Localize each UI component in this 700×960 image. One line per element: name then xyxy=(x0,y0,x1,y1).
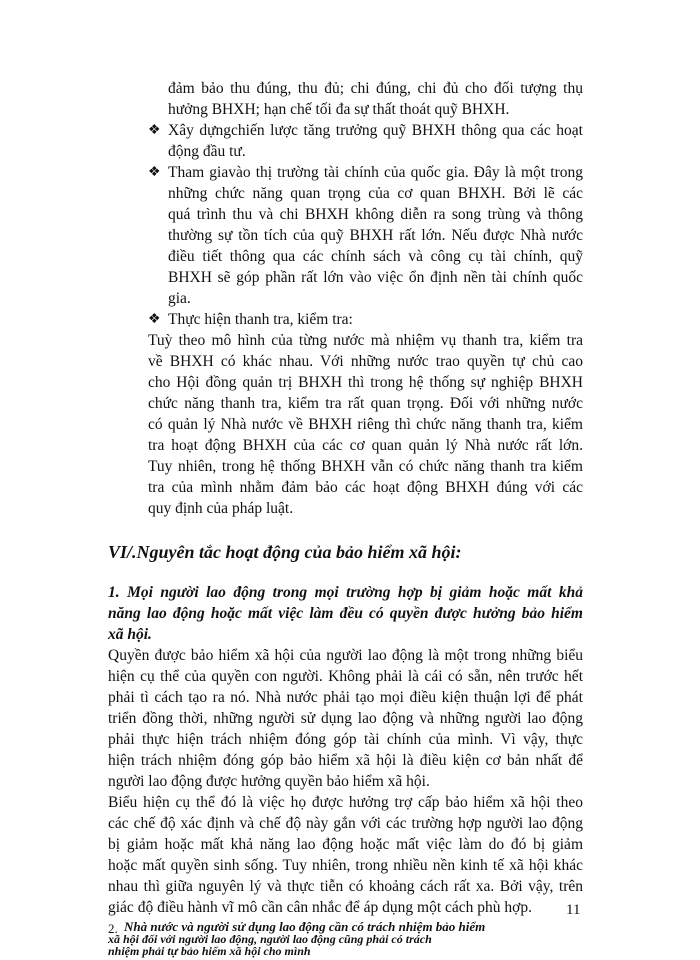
principle-1-para2-line: các chế độ xác định và chế độ này gắn với các trường hợp người lao động xyxy=(108,815,583,832)
inspection-line: quy định của pháp luật. xyxy=(148,500,294,517)
bullet-2-line: gia. xyxy=(168,290,191,307)
bullet-1-line: động đầu tư. xyxy=(168,143,246,160)
principle-1-para1-line: phải thực hiện trách nhiệm đóng góp tài chính của mình. Vì vậy, thực xyxy=(108,731,583,748)
principle-1-para2-line: hoặc mất quyền sinh sống. Tuy nhiên, trong nhiều nền kinh tế xã hội khác xyxy=(108,857,583,874)
bullet-2-line: những chức năng quan trọng của cơ quan BHXH. Bởi lẽ các xyxy=(168,185,583,202)
bullet-diamond-icon: ❖ xyxy=(148,123,161,138)
bullet-2-line: BHXH sẽ góp phần rất lớn vào việc ổn định nền tài chính quốc xyxy=(168,269,583,286)
bullet-diamond-icon: ❖ xyxy=(148,312,161,327)
principle-1-para2-line: giác độ điều hành vĩ mô cần cân nhắc để áp dụng một cách phù hợp. xyxy=(108,899,532,916)
inspection-line: có quản lý Nhà nước về BHXH riêng thì chức năng thanh tra, kiểm xyxy=(148,416,583,433)
inspection-line: cho Hội đồng quản trị BHXH thì trong hệ thống sự nghiệp BHXH xyxy=(148,374,583,391)
bullet-2-line: điều tiết thông qua các chính sách và công cụ tài chính, quỹ xyxy=(168,248,583,265)
inspection-line: tra hoạt động BHXH của các cơ quan quản lý Nhà nước rất lớn. xyxy=(148,437,583,454)
section-heading: VI/.Nguyên tắc hoạt động của bảo hiểm xã hội: xyxy=(108,542,462,562)
principle-1-heading-line: 1. Mọi người lao động trong mọi trường hợp bị giảm hoặc mất khả xyxy=(108,584,583,601)
inspection-line: Tuỳ theo mô hình của từng nước mà nhiệm vụ thanh tra, kiểm tra xyxy=(148,332,583,349)
intro-line: đảm bảo thu đúng, thu đủ; chi đúng, chi đủ cho đối tượng thụ xyxy=(168,80,583,97)
bullet-2-line: thường sự tồn tích của quỹ BHXH rất lớn. Nếu được Nhà nước xyxy=(168,227,583,244)
inspection-line: Tuy nhiên, trong hệ thống BHXH vẫn có chức năng thanh tra kiểm xyxy=(148,458,583,475)
principle-2-heading-line: nhiệm phải tự bảo hiểm xã hội cho mình xyxy=(108,944,311,958)
inspection-line: chức năng thanh tra, kiểm tra rất quan trọng. Đối với những nước xyxy=(148,395,583,412)
bullet-3-line: Thực hiện thanh tra, kiểm tra: xyxy=(168,311,353,328)
bullet-2-line: Tham giavào thị trường tài chính của quốc gia. Đây là một trong xyxy=(168,164,583,181)
principle-1-heading-line: năng lao động hoặc mất việc làm đều có quyền được hưởng bảo hiểm xyxy=(108,605,583,622)
principle-1-para1-line: người lao động được hưởng quyền bảo hiểm xã hội. xyxy=(108,773,430,790)
inspection-line: về BHXH có khác nhau. Với những nước trao quyền tự chủ cao xyxy=(148,353,583,370)
principle-1-para1-line: phải tì cách tạo ra nó. Nhà nước phải tạo mọi điều kiện thuận lợi để phát xyxy=(108,689,583,706)
inspection-line: tra của mình nhằm đảm bảo các hoạt động BHXH đúng với các xyxy=(148,479,583,496)
bullet-2-line: quá trình thu và chi BHXH không diễn ra song trùng và thông xyxy=(168,206,583,223)
principle-2-number: 2. xyxy=(108,921,118,936)
principle-1-para2-line: bị giảm hoặc mất khả năng lao động hoặc mất việc làm do đó bị giảm xyxy=(108,836,583,853)
intro-line: hưởng BHXH; hạn chế tối đa sự thất thoát quỹ BHXH. xyxy=(168,101,510,118)
principle-1-heading-line: xã hội. xyxy=(108,626,152,643)
principle-1-para1-line: triển đồng thời, những người sử dụng lao động và những người lao động xyxy=(108,710,583,727)
principle-1-para1-line: hiện cụ thể của quyền con người. Không phải là cái có sẵn, nên trước hết xyxy=(108,668,583,685)
principle-2-heading-line: xã hội đối với người lao động, người lao động cũng phải có trách xyxy=(108,932,432,946)
principle-1-para1-line: hiện trách nhiệm đóng góp bảo hiểm xã hội là điều kiện cơ bản nhất để xyxy=(108,752,583,769)
principle-1-para2-line: Biểu hiện cụ thể đó là việc họ được hưởng trợ cấp bảo hiểm xã hội theo xyxy=(108,794,583,811)
page-number: 11 xyxy=(566,902,581,918)
principle-1-para2-line: nhau thì giữa nguyên lý và thực tiễn có khoảng cách rất xa. Bởi vậy, trên xyxy=(108,878,583,895)
bullet-1-line: Xây dựngchiến lược tăng trưởng quỹ BHXH thông qua các hoạt xyxy=(168,122,583,139)
principle-1-para1-line: Quyền được bảo hiểm xã hội của người lao động là một trong những biểu xyxy=(108,647,583,664)
bullet-diamond-icon: ❖ xyxy=(148,165,161,180)
principle-2-heading-line: Nhà nước và người sử dụng lao động cần có trách nhiệm bảo hiểm xyxy=(124,919,486,934)
